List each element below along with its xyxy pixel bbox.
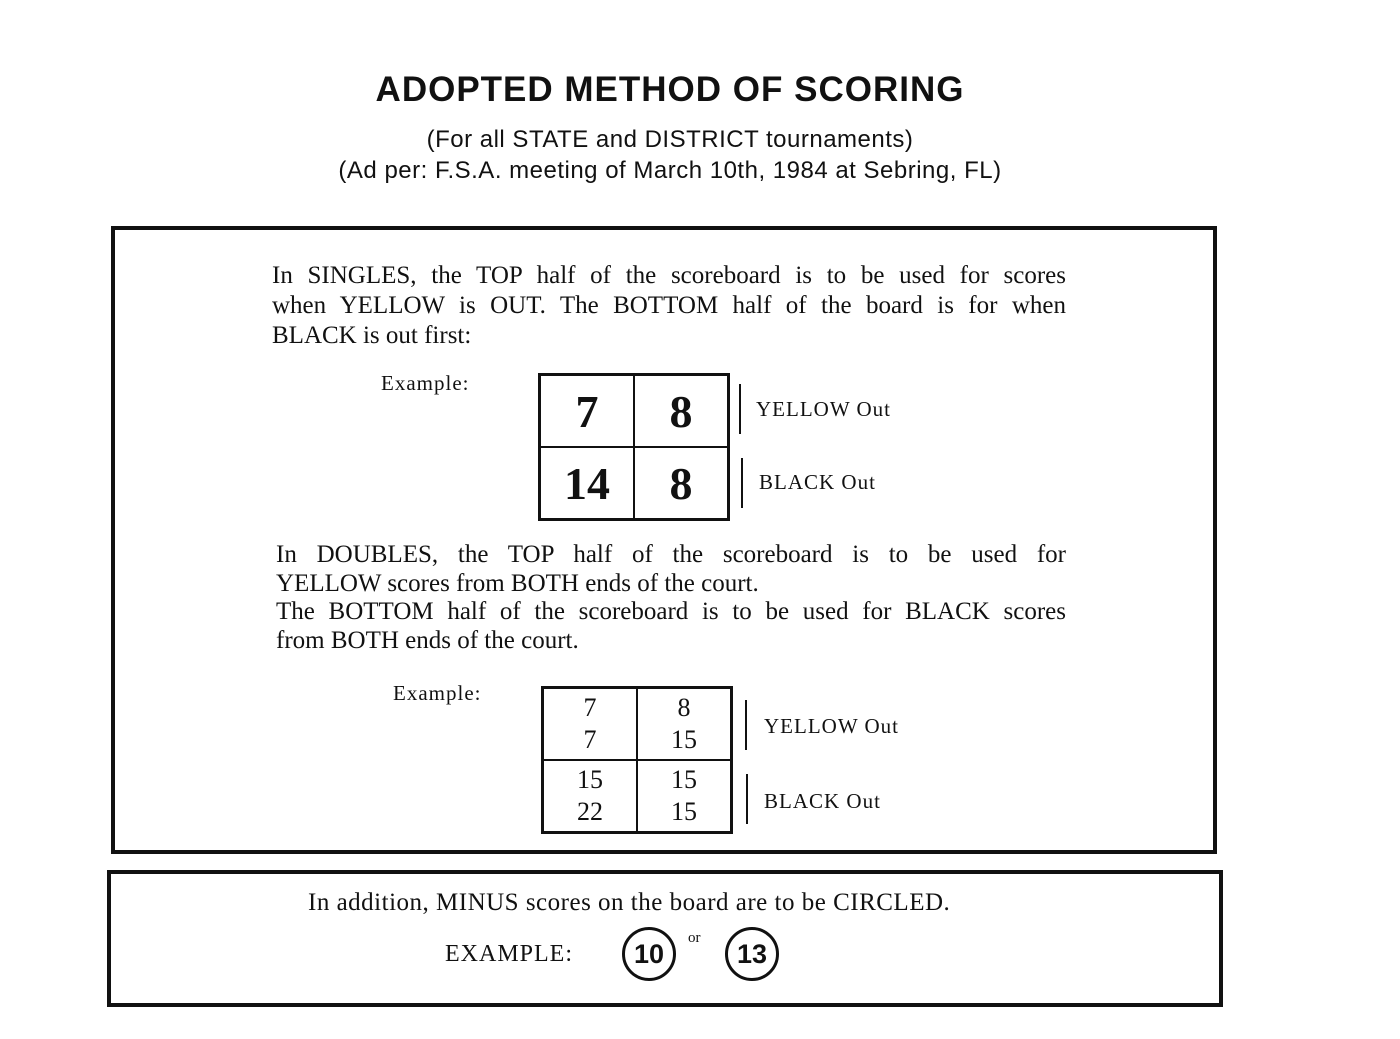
doubles-top-bracket	[745, 700, 747, 750]
doubles-top-left-cell	[543, 688, 638, 761]
singles-line: In SINGLES, the TOP half of the scoreboard is to be used for scores	[272, 262, 1066, 289]
singles-top-left-score: 7	[540, 375, 635, 448]
score: 15	[671, 765, 697, 794]
doubles-scoreboard	[541, 686, 733, 834]
circled-score: 10	[622, 927, 676, 981]
or-text: or	[688, 930, 701, 946]
singles-paragraph	[272, 261, 1066, 351]
doubles-black-out-label: BLACK Out	[764, 789, 881, 813]
doubles-paragraph	[276, 541, 1066, 655]
singles-bottom-left-score: 14	[540, 447, 635, 520]
singles-top-bracket	[739, 384, 741, 434]
doubles-line: from BOTH ends of the court.	[276, 626, 579, 654]
circled-score: 13	[725, 927, 779, 981]
score: 15	[671, 797, 697, 826]
doubles-line: In DOUBLES, the TOP half of the scoreboard is to be used for	[276, 541, 1066, 568]
singles-bottom-right-score: 8	[634, 447, 729, 520]
singles-line: when YELLOW is OUT. The BOTTOM half of the board is for when	[272, 292, 1066, 319]
doubles-line: The BOTTOM half of the scoreboard is to be used for BLACK scores	[276, 598, 1066, 625]
singles-example-label: Example:	[381, 371, 470, 395]
singles-yellow-out-label: YELLOW Out	[756, 397, 892, 421]
singles-line: BLACK is out first:	[272, 322, 472, 349]
singles-scoreboard	[538, 373, 730, 521]
subtitle-meeting: (Ad per: F.S.A. meeting of March 10th, 1984 at Sebring, FL)	[338, 157, 1002, 184]
minus-example-label: EXAMPLE:	[445, 941, 573, 967]
doubles-bottom-right-cell	[637, 760, 732, 833]
subtitle-tournaments: (For all STATE and DISTRICT tournaments)	[426, 126, 914, 153]
doubles-line: YELLOW scores from BOTH ends of the court.	[276, 569, 759, 597]
doubles-example-label: Example:	[393, 681, 482, 705]
doubles-yellow-out-label: YELLOW Out	[764, 714, 900, 738]
minus-scores-text: In addition, MINUS scores on the board are to be CIRCLED.	[308, 889, 951, 916]
singles-top-right-score: 8	[634, 375, 729, 448]
doubles-top-right-cell	[637, 688, 732, 761]
score: 15	[577, 765, 603, 794]
page-title: ADOPTED METHOD OF SCORING	[375, 70, 965, 109]
score: 22	[577, 797, 603, 826]
doubles-bottom-left-cell	[543, 760, 638, 833]
score: 15	[671, 725, 697, 754]
score: 8	[677, 693, 691, 722]
doubles-bottom-bracket	[746, 774, 748, 824]
singles-black-out-label: BLACK Out	[759, 470, 876, 494]
singles-bottom-bracket	[741, 458, 743, 508]
score: 7	[583, 725, 597, 754]
score: 7	[583, 693, 597, 722]
